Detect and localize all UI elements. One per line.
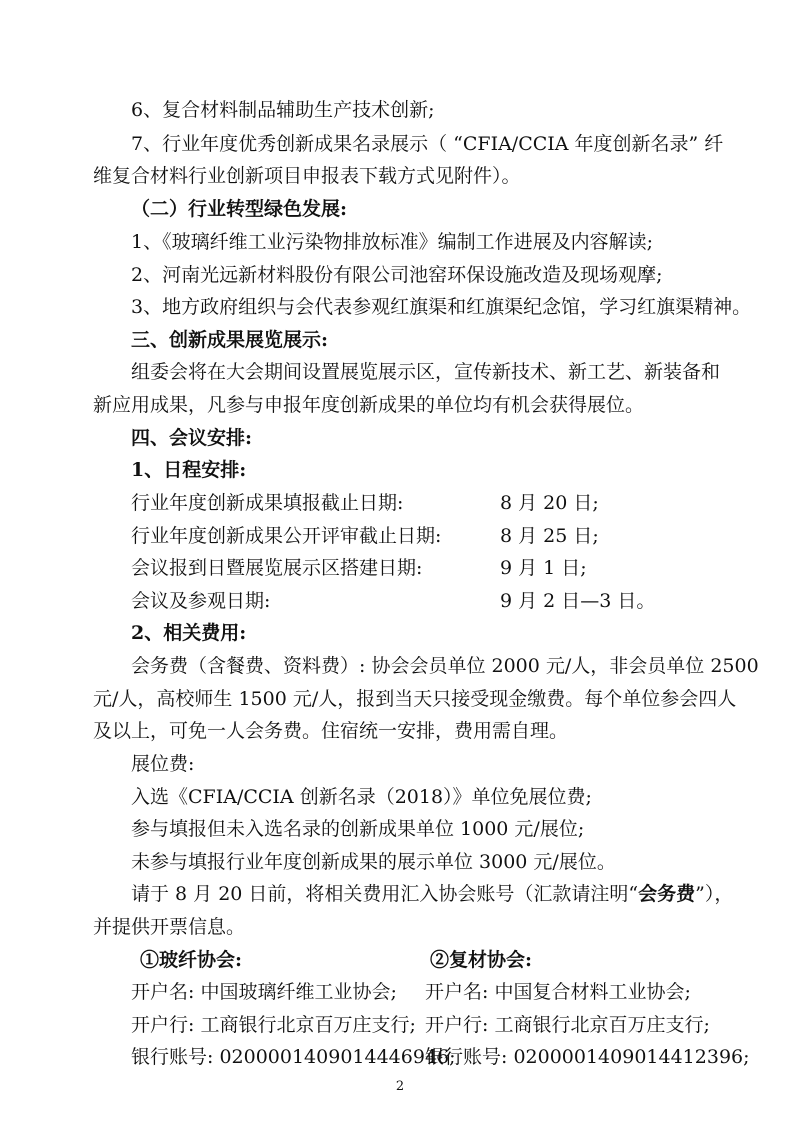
schedule-row (0, 555, 800, 581)
subsection-heading: 2、相关费用: (131, 622, 247, 644)
bank-b-account-name: 开户名: 中国复合材料工业协会; (425, 981, 691, 1003)
paragraph-line: 组委会将在大会期间设置展览展示区，宣传新技术、新工艺、新装备和 (131, 361, 721, 383)
bank-row (0, 1044, 800, 1070)
schedule-row (0, 490, 800, 516)
bank-a-branch: 开户行: 工商银行北京百万庄支行; (131, 1014, 416, 1036)
schedule-label: 会议报到日暨展览展示区搭建日期: (131, 557, 423, 579)
remittance-text: 请于 8 月 20 日前，将相关费用汇入协会账号（汇款请注明“ (131, 883, 639, 905)
section-heading: 三、创新成果展览展示: (131, 329, 329, 351)
bank-b-title: ②复材协会: (430, 949, 533, 971)
bank-a-title: ①玻纤协会: (140, 949, 243, 971)
list-item: 入选《CFIA/CCIA 创新名录（2018）》单位免展位费; (131, 786, 592, 808)
schedule-row (0, 588, 800, 614)
schedule-date: 8 月 20 日; (500, 492, 599, 514)
paragraph-line: 会务费（含餐费、资料费）: 协会会员单位 2000 元/人，非会员单位 2500 (131, 655, 759, 677)
list-item: 3、地方政府组织与会代表参观红旗渠和红旗渠纪念馆，学习红旗渠精神。 (131, 296, 752, 318)
paragraph-line: 元/人，高校师生 1500 元/人，报到当天只接受现金缴费。每个单位参会四人 (93, 688, 737, 710)
booth-fee-title: 展位费: (131, 753, 195, 775)
schedule-row (0, 523, 800, 549)
remittance-line (131, 881, 734, 907)
section-heading: 四、会议安排: (131, 427, 253, 449)
schedule-date: 9 月 2 日—3 日。 (500, 590, 656, 612)
list-item: 7、行业年度优秀创新成果名录展示（ “CFIA/CCIA 年度创新名录” 纤 (131, 133, 724, 155)
paragraph-line: 新应用成果，凡参与申报年度创新成果的单位均有机会获得展位。 (93, 394, 645, 416)
list-item: 1、《玻璃纤维工业污染物排放标准》编制工作进展及内容解读; (131, 231, 653, 253)
list-item: 参与填报但未入选名录的创新成果单位 1000 元/展位; (131, 818, 585, 840)
bank-b-account-number: 银行账号: 0200001409014412396; (425, 1046, 750, 1068)
bank-row (0, 1012, 800, 1038)
remittance-keyword: 会务费 (638, 883, 696, 905)
schedule-label: 会议及参观日期: (131, 590, 271, 612)
list-item: 2、河南光远新材料股份有限公司池窑环保设施改造及现场观摩; (131, 264, 663, 286)
bank-row (0, 979, 800, 1005)
section-heading: （二）行业转型绿色发展: (131, 198, 348, 220)
schedule-label: 行业年度创新成果公开评审截止日期: (131, 525, 442, 547)
bank-b-branch: 开户行: 工商银行北京百万庄支行; (425, 1014, 710, 1036)
paragraph-line: 及以上，可免一人会务费。住宿统一安排，费用需自理。 (93, 720, 569, 742)
bank-a-account-number: 银行账号: 0200001409014446946; (131, 1046, 456, 1068)
schedule-label: 行业年度创新成果填报截止日期: (131, 492, 404, 514)
list-item-continuation: 维复合材料行业创新项目申报表下载方式见附件）。 (93, 165, 521, 187)
remittance-line: 并提供开票信息。 (93, 916, 246, 938)
list-item: 6、复合材料制品辅助生产技术创新; (131, 99, 435, 121)
page-number: 2 (395, 1079, 405, 1094)
bank-titles-row (0, 947, 800, 973)
remittance-text: ”）， (695, 883, 734, 905)
list-item: 未参与填报行业年度创新成果的展示单位 3000 元/展位。 (131, 851, 616, 873)
schedule-date: 8 月 25 日; (500, 525, 599, 547)
subsection-heading: 1、日程安排: (131, 459, 247, 481)
bank-a-account-name: 开户名: 中国玻璃纤维工业协会; (131, 981, 397, 1003)
schedule-date: 9 月 1 日; (500, 557, 587, 579)
